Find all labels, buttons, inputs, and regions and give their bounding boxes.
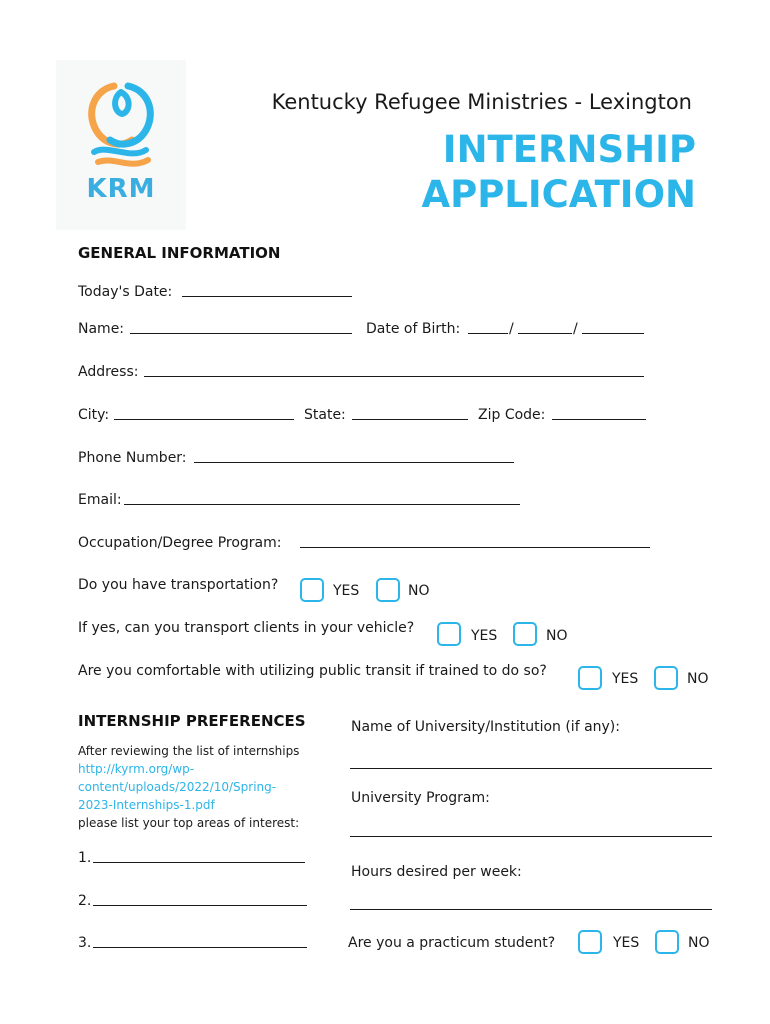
city-field[interactable] xyxy=(114,419,294,420)
zip-field[interactable] xyxy=(552,419,646,420)
transportation-yes-checkbox[interactable] xyxy=(300,578,324,602)
internship-preferences-heading: INTERNSHIP PREFERENCES xyxy=(78,712,306,730)
interest-3-label: 3. xyxy=(78,935,92,951)
transport-clients-no-label: NO xyxy=(546,628,568,644)
practicum-yes-label: YES xyxy=(613,935,640,951)
phone-label: Phone Number: xyxy=(78,450,187,466)
dob-year-field[interactable] xyxy=(582,333,644,334)
university-label: Name of University/Institution (if any): xyxy=(351,719,620,735)
preferences-instructions xyxy=(78,742,328,832)
public-transit-yes-checkbox[interactable] xyxy=(578,666,602,690)
dob-separator-2: / xyxy=(573,321,578,337)
interest-2-field[interactable] xyxy=(93,905,307,906)
city-label: City: xyxy=(78,407,110,423)
occupation-field[interactable] xyxy=(300,547,650,548)
practicum-no-checkbox[interactable] xyxy=(655,930,679,954)
state-field[interactable] xyxy=(352,419,468,420)
occupation-label: Occupation/Degree Program: xyxy=(78,535,282,551)
address-field[interactable] xyxy=(144,376,644,377)
dob-day-field[interactable] xyxy=(518,333,572,334)
phone-field[interactable] xyxy=(194,462,514,463)
transport-clients-yes-label: YES xyxy=(471,628,498,644)
internships-link-line-1[interactable]: http://kyrm.org/wp- xyxy=(78,762,195,776)
state-label: State: xyxy=(304,407,346,423)
transportation-question: Do you have transportation? xyxy=(78,577,279,593)
hours-label: Hours desired per week: xyxy=(351,864,522,880)
interest-1-field[interactable] xyxy=(93,862,305,863)
program-label: University Program: xyxy=(351,790,490,806)
title-line-2: APPLICATION xyxy=(421,173,696,216)
email-label: Email: xyxy=(78,492,122,508)
program-field[interactable] xyxy=(350,836,712,837)
interest-2-label: 2. xyxy=(78,893,92,909)
name-label: Name: xyxy=(78,321,125,337)
name-field[interactable] xyxy=(130,333,352,334)
transportation-yes-label: YES xyxy=(333,583,360,599)
organization-name: Kentucky Refugee Ministries - Lexington xyxy=(271,90,692,114)
dob-separator-1: / xyxy=(509,321,514,337)
public-transit-question: Are you comfortable with utilizing public transit if trained to do so? xyxy=(78,663,547,679)
zip-label: Zip Code: xyxy=(478,407,546,423)
transport-clients-yes-checkbox[interactable] xyxy=(437,622,461,646)
transportation-no-checkbox[interactable] xyxy=(376,578,400,602)
public-transit-no-label: NO xyxy=(687,671,709,687)
transportation-no-label: NO xyxy=(408,583,430,599)
transport-clients-no-checkbox[interactable] xyxy=(513,622,537,646)
logo-text: KRM xyxy=(86,174,156,204)
instructions-line-1: After reviewing the list of internships xyxy=(78,744,300,758)
email-field[interactable] xyxy=(124,504,520,505)
public-transit-no-checkbox[interactable] xyxy=(654,666,678,690)
title-line-1: INTERNSHIP xyxy=(442,128,696,171)
internships-link-line-3[interactable]: 2023-Internships-1.pdf xyxy=(78,798,215,812)
krm-logo xyxy=(56,60,186,230)
public-transit-yes-label: YES xyxy=(612,671,639,687)
practicum-yes-checkbox[interactable] xyxy=(578,930,602,954)
instructions-line-2: please list your top areas of interest: xyxy=(78,816,300,830)
general-information-heading: GENERAL INFORMATION xyxy=(78,244,281,262)
dob-label: Date of Birth: xyxy=(366,321,461,337)
practicum-no-label: NO xyxy=(688,935,710,951)
practicum-question: Are you a practicum student? xyxy=(348,935,556,951)
todays-date-field[interactable] xyxy=(182,296,352,297)
interest-3-field[interactable] xyxy=(93,947,307,948)
transport-clients-question: If yes, can you transport clients in your vehicle? xyxy=(78,620,415,636)
university-field[interactable] xyxy=(350,768,712,769)
address-label: Address: xyxy=(78,364,139,380)
interest-1-label: 1. xyxy=(78,850,92,866)
krm-logo-mark xyxy=(74,78,168,178)
dob-month-field[interactable] xyxy=(468,333,508,334)
hours-field[interactable] xyxy=(350,909,712,910)
todays-date-label: Today's Date: xyxy=(78,284,173,300)
internships-link-line-2[interactable]: content/uploads/2022/10/Spring- xyxy=(78,780,277,794)
